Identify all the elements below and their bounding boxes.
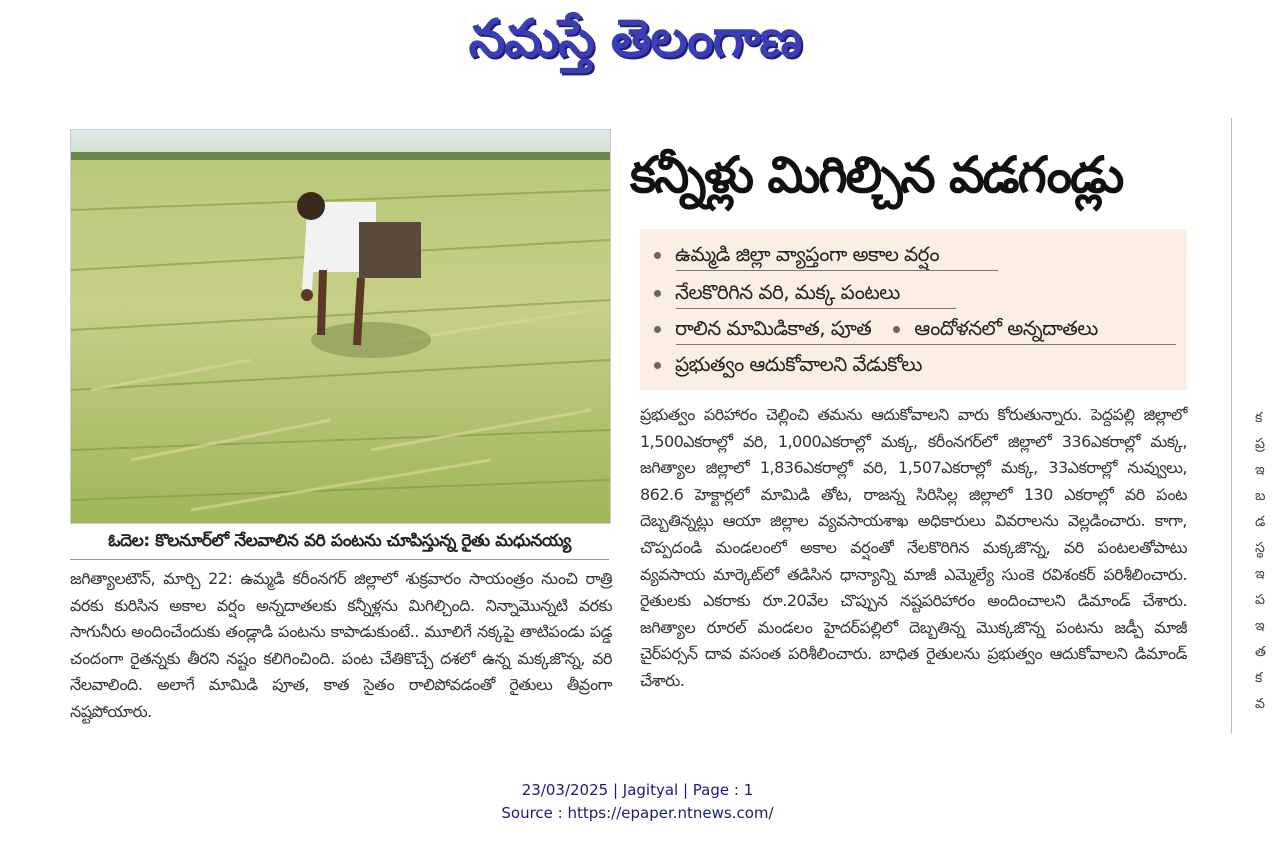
highlight-item bbox=[654, 312, 1098, 344]
news-photo bbox=[70, 129, 611, 524]
side-letter: ఇ bbox=[1255, 618, 1265, 634]
bullet-icon bbox=[654, 326, 661, 333]
highlight-underline bbox=[676, 270, 998, 271]
highlight-underline bbox=[676, 308, 956, 309]
side-letter: స్థ bbox=[1255, 540, 1265, 556]
highlight-text: రాలిన మామిడికాత, పూత bbox=[675, 316, 872, 340]
highlight-text: ఉమ్మడి జిల్లా వ్యాప్తంగా అకాల వర్షం bbox=[675, 242, 940, 266]
crop-field-photo bbox=[71, 130, 610, 523]
article-body-left bbox=[70, 566, 612, 726]
highlight-text: ఆందోళనలో అన్నదాతలు bbox=[914, 316, 1098, 340]
highlight-text: నేలకొరిగిన వరి, మక్క పంటలు bbox=[675, 280, 900, 304]
side-letter: బ bbox=[1255, 488, 1266, 504]
side-letter: త bbox=[1255, 644, 1266, 660]
article-headline: కన్నీళ్లు మిగిల్చిన వడగండ్లు bbox=[630, 146, 1123, 204]
bullet-icon bbox=[654, 362, 661, 369]
article-paragraph: ప్రభుత్వం పరిహారం చెల్లించి తమను ఆదుకోవాలని వారు కోరుతున్నారు. పెద్దపల్లి జిల్లాలో 1,500ఎకరాల్లో వరి, 1,000ఎకరాల్లో మక్క, కరీంనగర్‌లో జిల్లాలో 336ఎకరాల్లో మక్క, జగిత్యాల జిల్లాలో 1,836ఎకరాల్లో వరి, 1,507ఎకరాల్లో మక్క, 33ఎకరాల్లో నువ్వులు, 862.6 హెక్టార్లలో మామిడి తోట, రాజన్న సిరిసిల్ల జిల్లాలో 130 ఎకరాల్లో వరి పంట దెబ్బతిన్నట్లు ఆయా జిల్లాల వ్యవసాయశాఖ అధికారులు వివరాలను వెల్లడించారు. కాగా, చొప్పదండి మండలంలో అకాల వర్షంతో నేలకొరిగిన మక్కజొన్న, వరి పంటలతోపాటు వ్యవసాయ మార్కెట్‌లో తడిసిన ధాన్యాన్ని మాజీ ఎమ్మెల్యే సుంకె రవిశంకర్ పరిశీలించారు. రైతులకు ఎకరాకు రూ.20వేల చొప్పున నష్టపరిహారం అందించాలని డిమాండ్ చేశారు. జగిత్యాల రూరల్ మండలం హైదర్‌పల్లిలో దెబ్బతిన్న మొక్కజొన్న పంటను జడ్పీ మాజీ చైర్‌పర్సన్ దావ వసంత పరిశీలించారు. బాధిత రైతులను ప్రభుత్వం ఆదుకోవాలని డిమాండ్ చేశారు. bbox=[640, 405, 1187, 690]
column-divider bbox=[1231, 118, 1232, 733]
article-body-right bbox=[640, 402, 1187, 695]
side-letter: ఇ bbox=[1255, 462, 1265, 478]
highlight-item bbox=[654, 238, 939, 270]
bullet-icon bbox=[893, 326, 900, 333]
footer-date-line: 23/03/2025 | Jagityal | Page : 1 bbox=[521, 781, 754, 799]
highlights-box bbox=[640, 229, 1187, 390]
side-letter: డ bbox=[1255, 514, 1266, 530]
bullet-icon bbox=[654, 252, 661, 259]
side-letter: వ bbox=[1255, 696, 1265, 712]
masthead-logo: నమస్తే తెలంగాణ bbox=[468, 9, 802, 69]
side-letter: ప bbox=[1255, 592, 1265, 608]
bullet-icon bbox=[654, 290, 661, 297]
photo-caption: ఓదెల: కొలనూర్‌లో నేలవాలిన వరి పంటను చూపిస్తున్న రైతు మధునయ్య bbox=[108, 531, 571, 551]
caption-divider bbox=[70, 559, 609, 560]
article-paragraph: జగిత్యాలటౌన్, మార్చి 22: ఉమ్మడి కరీంనగర్ జిల్లాలో శుక్రవారం సాయంత్రం నుంచి రాత్రి వరకు కురిసిన అకాల వర్షం అన్నదాతలకు కన్నీళ్లను మిగిల్చింది. నిన్నామొన్నటి వరకు సాగునీరు అందించేందుకు తండ్లాడి పంటను కాపాడుకుంటే.. మూలిగే నక్కపై తాటిపండు పడ్డ చందంగా రైతన్నకు తీరని నష్టం కలిగించింది. పంట చేతికొచ్చే దశలో ఉన్న మక్కజొన్న, వరి నేలవాలింది. అలాగే మామిడి పూత, కాత సైతం రాలిపోవడంతో రైతులు తీవ్రంగా నష్టపోయారు. bbox=[70, 569, 612, 721]
side-letter: క bbox=[1255, 410, 1263, 426]
highlight-text: ప్రభుత్వం ఆదుకోవాలని వేడుకోలు bbox=[675, 352, 922, 376]
side-letter: ఇ bbox=[1255, 566, 1265, 582]
highlight-item bbox=[654, 348, 922, 380]
highlight-underline bbox=[676, 344, 1176, 345]
footer-source-line: Source : https://epaper.ntnews.com/ bbox=[501, 804, 774, 822]
adjacent-article-fragment bbox=[1255, 100, 1275, 740]
side-letter: ప్ర bbox=[1255, 436, 1265, 452]
side-letter: క bbox=[1255, 670, 1263, 686]
highlight-item bbox=[654, 276, 900, 308]
